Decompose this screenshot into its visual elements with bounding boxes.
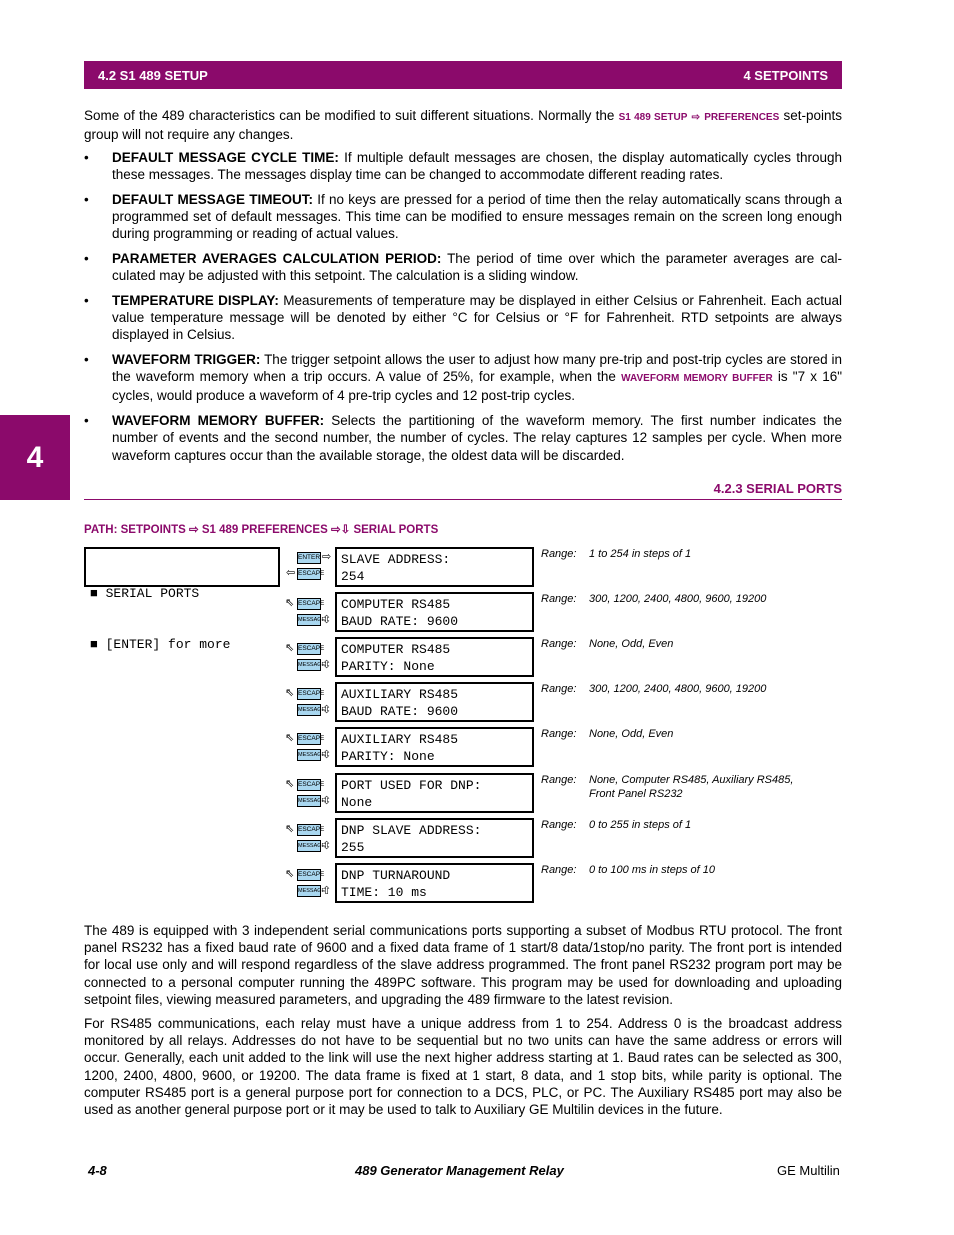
range-value bbox=[589, 773, 793, 801]
setpoint-display bbox=[335, 682, 534, 722]
path-label: PATH: SETPOINTS bbox=[84, 524, 186, 536]
arrow-updown-icon: ⇳ bbox=[322, 795, 332, 807]
range-label: Range: bbox=[541, 728, 577, 740]
lcd-line: None bbox=[341, 795, 373, 810]
message-key-icon: MESSAGE bbox=[297, 749, 321, 761]
lcd-line: 254 bbox=[341, 569, 365, 584]
footer-title: 489 Generator Management Relay bbox=[355, 1163, 564, 1178]
list-item bbox=[84, 250, 842, 284]
arrow-updown-icon: ⇳ bbox=[322, 659, 332, 671]
range-text: None, Odd, Even bbox=[589, 728, 674, 740]
message-key-icon: MESSAGE bbox=[297, 659, 321, 671]
bullet-text: Measurements of temperature may be displayed in either Celsius or Fahrenheit. Each actual value temperature message will be denoted by either °C for Celsius or °F for Fahrenheit. RTD setpoints are always displayed in Celsius. bbox=[112, 292, 843, 343]
arrow-updown-icon: ⇧ bbox=[322, 885, 332, 897]
range-text: None, Odd, Even bbox=[589, 638, 674, 650]
range-label: Range: bbox=[541, 638, 577, 650]
intro-path-b: PREFERENCES bbox=[704, 112, 780, 123]
intro-text: Some of the 489 characteristics can be modified to suit different situations. Normally the bbox=[84, 108, 619, 123]
bullet-text-end: is "7 x 16" cycles, would produce a waveform of 4 pre-trip cycles and 12 post-trip cycles. bbox=[112, 369, 843, 404]
range-note bbox=[541, 727, 673, 741]
arrow-updown-icon: ⇳ bbox=[322, 704, 332, 716]
escape-key-icon: ESCAPE bbox=[297, 598, 321, 610]
lcd-line: AUXILIARY RS485 bbox=[341, 687, 459, 702]
escape-key-icon: ESCAPE bbox=[297, 733, 321, 745]
bullet-text: The period of time over which the parameter averages are cal-culated may be adjusted with this setpoint. The calculation is a sliding window. bbox=[112, 251, 842, 284]
message-key-icon: MESSAGE bbox=[297, 885, 321, 897]
list-item bbox=[84, 412, 842, 464]
path-arrow-icon: ⇨ bbox=[189, 524, 199, 536]
arrow-up-left-icon: ⇖ bbox=[285, 778, 295, 790]
escape-key-icon: ESCAPE bbox=[297, 688, 321, 700]
list-item bbox=[84, 351, 842, 405]
lcd-line: COMPUTER RS485 bbox=[341, 597, 451, 612]
intro-paragraph bbox=[84, 107, 842, 143]
bullet-title: WAVEFORM TRIGGER: bbox=[112, 352, 261, 368]
bullet-title: DEFAULT MESSAGE CYCLE TIME: bbox=[112, 150, 339, 165]
arrow-up-left-icon: ⇖ bbox=[285, 732, 295, 744]
intro-path-a: S1 489 SETUP bbox=[618, 112, 688, 123]
range-value bbox=[589, 637, 673, 651]
arrow-updown-icon: ⇳ bbox=[322, 840, 332, 852]
range-text: 0 to 255 in steps of 1 bbox=[589, 819, 692, 831]
setpoint-display bbox=[335, 818, 534, 858]
header-section: 4.2 S1 489 SETUP bbox=[98, 67, 208, 83]
setpoint-display bbox=[335, 727, 534, 767]
bullet-text: The trigger setpoint allows the user to adjust how many pre-trip and post-trip cycles are stored in the waveform memory when a trip occurs. A value of 25%, for example, when the bbox=[112, 352, 843, 385]
setpoint-display bbox=[335, 547, 534, 587]
bullet-title: DEFAULT MESSAGE TIMEOUT: bbox=[112, 191, 313, 207]
arrow-up-left-icon: ⇖ bbox=[285, 642, 295, 654]
setpoint-path bbox=[84, 522, 438, 536]
arrow-updown-icon: ⇳ bbox=[322, 614, 332, 626]
path-arrow-down-icon: ⇨⇩ bbox=[330, 524, 351, 536]
range-text: Front Panel RS232 bbox=[589, 788, 683, 800]
list-item bbox=[84, 191, 842, 243]
setpoint-display bbox=[335, 773, 534, 813]
escape-key-icon: ESCAPE bbox=[297, 824, 321, 836]
arrow-up-left-icon: ⇖ bbox=[285, 823, 295, 835]
arrow-up-left-icon: ⇖ bbox=[285, 868, 295, 880]
arrow-right-icon: ⇨ bbox=[322, 551, 332, 563]
message-key-icon: MESSAGE bbox=[297, 614, 321, 626]
bullet-text: If no keys are pressed for a period of time then the relay automatically scans through a programmed set of default messages. This time can be modified to ensure messages remain on the screen long enough during programming or reading of actual values. bbox=[112, 191, 842, 242]
bullet-title: WAVEFORM MEMORY BUFFER: bbox=[112, 413, 325, 429]
range-label: Range: bbox=[541, 774, 577, 786]
arrow-up-left-icon: ⇖ bbox=[285, 687, 295, 699]
range-label: Range: bbox=[541, 683, 577, 695]
range-note bbox=[541, 547, 691, 561]
lcd-line: TIME: 10 ms bbox=[341, 885, 427, 900]
bullet-text: If multiple default messages are chosen, the display automatically cycles through these messages. The messages display time can be changed to accommodate different reading rates. bbox=[112, 150, 842, 183]
range-label: Range: bbox=[541, 548, 577, 560]
message-key-icon: MESSAGE bbox=[297, 840, 321, 852]
range-value bbox=[589, 592, 766, 606]
body-paragraph: For RS485 communications, each relay must have a unique address from 1 to 254. Address 0 is the broadcast address monitored by all relays. Addresses do not have to be sequential but no two units can have the same address or errors will occur. Generally, each unit added to the link will use the next higher address starting at 1. Baud rates can be selected as 300, 1200, 2400, 4800, 9600, or 19200. The data frame is fixed at 1 start, 8 data, and 1 stop bits, while parity is optional. The computer RS485 port is a general purpose port for connection to a DCS, PLC, or PC. The Auxiliary RS485 port may also be used as another general purpose port or it may be used to talk to Auxiliary GE Multilin devices in the future. bbox=[84, 1016, 842, 1118]
setpoint-display bbox=[335, 863, 534, 903]
body-paragraph: The 489 is equipped with 3 independent serial communications ports supporting a subset of Modbus RTU protocol. The front panel RS232 has a fixed baud rate of 9600 and a fixed data frame of 1 start/8 data/1stop/no parity. The front port is intended for local use only and will respond regardless of the slave address programmed. The front panel RS232 program port may be connected to a personal computer running the 489PC software. This program may be used for downloading and uploading setpoint files, viewing measured parameters, and upgrading the 489 firmware to the latest revision. bbox=[84, 923, 842, 1007]
range-note bbox=[541, 592, 766, 606]
range-text: 300, 1200, 2400, 4800, 9600, 19200 bbox=[589, 593, 767, 605]
range-label: Range: bbox=[541, 864, 577, 876]
range-note bbox=[541, 863, 715, 877]
range-label: Range: bbox=[541, 593, 577, 605]
chapter-tab: 4 bbox=[0, 415, 70, 500]
setpoint-display bbox=[335, 592, 534, 632]
range-note bbox=[541, 773, 793, 801]
lcd-line: PARITY: None bbox=[341, 749, 435, 764]
lcd-line: PARITY: None bbox=[341, 659, 435, 674]
range-label: Range: bbox=[541, 819, 577, 831]
bullet-text: Selects the partitioning of the waveform memory. The first number indicates the number of events and the second number, the number of cycles. The relay captures 12 samples per cycle. When more waveform captures occur than the available storage, the oldest data will be discarded. bbox=[112, 413, 842, 463]
bullet-mark: • bbox=[84, 352, 89, 368]
bullet-title: PARAMETER AVERAGES CALCULATION PERIOD: bbox=[112, 251, 442, 267]
path-part: SERIAL PORTS bbox=[353, 524, 439, 536]
lcd-line: SLAVE ADDRESS: bbox=[341, 552, 451, 567]
lcd-line: ■ SERIAL PORTS bbox=[90, 586, 200, 601]
range-value bbox=[589, 818, 691, 832]
path-part: S1 489 PREFERENCES bbox=[201, 524, 328, 536]
header-chapter: 4 SETPOINTS bbox=[743, 67, 828, 83]
range-text: 300, 1200, 2400, 4800, 9600, 19200 bbox=[589, 683, 767, 695]
escape-key-icon: ESCAPE bbox=[297, 869, 321, 881]
range-value bbox=[589, 682, 766, 696]
range-value bbox=[589, 547, 691, 561]
bullet-mark: • bbox=[84, 251, 89, 267]
bullet-setpoint-ref: WAVEFORM MEMORY BUFFER bbox=[621, 373, 773, 385]
lcd-line: BAUD RATE: 9600 bbox=[341, 704, 459, 719]
escape-key-icon: ESCAPE bbox=[297, 643, 321, 655]
preference-list bbox=[84, 149, 842, 471]
bullet-title: TEMPERATURE DISPLAY: bbox=[112, 292, 279, 308]
arrow-left-icon: ⇦ bbox=[286, 567, 296, 579]
setpoint-display bbox=[335, 637, 534, 677]
footer-page-number: 4-8 bbox=[88, 1163, 107, 1178]
section-title: 4.2.3 SERIAL PORTS bbox=[713, 481, 842, 496]
range-note bbox=[541, 818, 691, 832]
page-header bbox=[84, 61, 842, 89]
intro-text-end: set-points group will not require any changes. bbox=[84, 108, 842, 143]
enter-key-icon: ENTER bbox=[297, 552, 321, 564]
range-text: None, Computer RS485, Auxiliary RS485, bbox=[589, 774, 794, 786]
range-value bbox=[589, 727, 673, 741]
message-key-icon: MESSAGE bbox=[297, 704, 321, 716]
bullet-mark: • bbox=[84, 292, 89, 308]
range-note bbox=[541, 637, 673, 651]
arrow-up-left-icon: ⇖ bbox=[285, 597, 295, 609]
bullet-mark: • bbox=[84, 413, 89, 429]
lcd-line: ■ [ENTER] for more bbox=[90, 637, 231, 652]
lcd-line: AUXILIARY RS485 bbox=[341, 732, 459, 747]
bullet-mark: • bbox=[84, 191, 89, 207]
escape-key-icon: ESCAPE bbox=[297, 779, 321, 791]
lcd-line: DNP TURNAROUND bbox=[341, 868, 451, 883]
intro-path-arrow: ⇨ bbox=[691, 112, 700, 123]
section-divider bbox=[84, 499, 842, 500]
lcd-line: BAUD RATE: 9600 bbox=[341, 614, 459, 629]
arrow-updown-icon: ⇳ bbox=[322, 749, 332, 761]
lcd-line: DNP SLAVE ADDRESS: bbox=[341, 823, 482, 838]
escape-key-icon: ESCAPE bbox=[297, 568, 321, 580]
list-item bbox=[84, 292, 842, 344]
range-value bbox=[589, 863, 715, 877]
lcd-line: COMPUTER RS485 bbox=[341, 642, 451, 657]
range-text: 1 to 254 in steps of 1 bbox=[589, 548, 692, 560]
list-item bbox=[84, 149, 842, 183]
footer-company: GE Multilin bbox=[777, 1163, 840, 1178]
lcd-line: 255 bbox=[341, 840, 365, 855]
message-key-icon: MESSAGE bbox=[297, 795, 321, 807]
serial-ports-header-display bbox=[84, 547, 280, 652]
bullet-mark: • bbox=[84, 150, 89, 165]
lcd-line: PORT USED FOR DNP: bbox=[341, 778, 482, 793]
range-note bbox=[541, 682, 766, 696]
range-text: 0 to 100 ms in steps of 10 bbox=[589, 864, 715, 876]
